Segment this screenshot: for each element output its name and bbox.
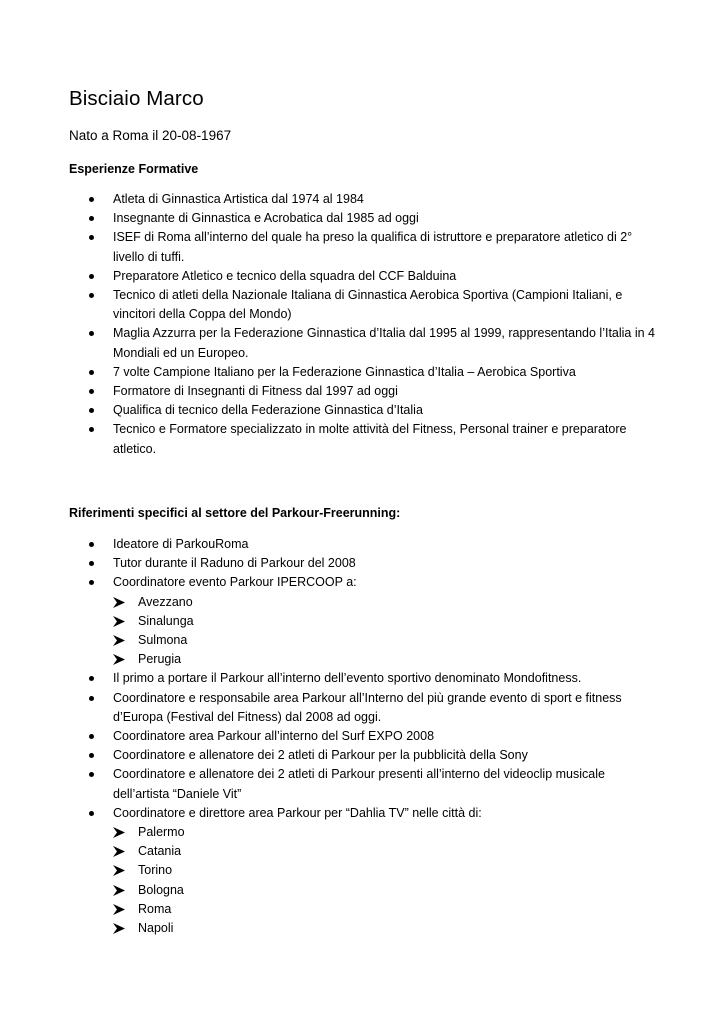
list-item: Coordinatore evento Parkour IPERCOOP a:: [69, 573, 659, 592]
sub-list-label: Catania: [138, 844, 182, 859]
sub-list-item: [69, 631, 659, 650]
list-item: Insegnante di Ginnastica e Acrobatica dal 1985 ad oggi: [69, 209, 659, 228]
list-item: Coordinatore e allenatore dei 2 atleti di Parkour per la pubblicità della Sony: [69, 746, 659, 765]
sub-list-item: [69, 612, 659, 631]
list-item: Formatore di Insegnanti di Fitness dal 1997 ad oggi: [69, 382, 659, 401]
document-title: Bisciaio Marco: [69, 87, 204, 110]
sub-list-item: [69, 881, 659, 900]
list-item: ISEF di Roma all’interno del quale ha preso la qualifica di istruttore e preparatore atletico di 2°: [69, 228, 659, 247]
sub-list-label: Bologna: [138, 882, 184, 897]
list-item: Ideatore di ParkouRoma: [69, 535, 659, 554]
sub-list-label: Sinalunga: [138, 613, 194, 628]
list-item: Qualifica di tecnico della Federazione Ginnastica d’Italia: [69, 401, 659, 420]
list-item: Tecnico di atleti della Nazionale Italiana di Ginnastica Aerobica Sportiva (Campioni Italiani, e: [69, 286, 659, 305]
list-item-continuation: d’Europa (Festival del Fitness) dal 2008 ad oggi.: [113, 709, 382, 724]
list-item: Preparatore Atletico e tecnico della squadra del CCF Balduina: [69, 267, 659, 286]
sub-list-label: Torino: [138, 863, 173, 878]
arrow-bullet-icon: [113, 593, 127, 612]
sub-list-item: [69, 919, 659, 938]
list-item-continuation: atletico.: [113, 441, 157, 456]
arrow-bullet-icon: [113, 842, 127, 861]
arrow-bullet-icon: [113, 631, 127, 650]
list-item: Tecnico e Formatore specializzato in molte attività del Fitness, Personal trainer e preparatore: [69, 420, 659, 439]
list-item: Coordinatore e responsabile area Parkour all’Interno del più grande evento di sport e fitness: [69, 689, 659, 708]
sub-list-label: Palermo: [138, 825, 185, 840]
arrow-bullet-icon: [113, 823, 127, 842]
arrow-bullet-icon: [113, 612, 127, 631]
list-item: Coordinatore e direttore area Parkour per “Dahlia TV” nelle città di:: [69, 804, 659, 823]
list-item-continuation: Mondiali ed un Europeo.: [113, 345, 249, 360]
list-item-continuation: vincitori della Coppa del Mondo): [113, 307, 292, 322]
arrow-bullet-icon: [113, 881, 127, 900]
list-item: Coordinatore e allenatore dei 2 atleti di Parkour presenti all’interno del videoclip musicale: [69, 765, 659, 784]
list-item: Atleta di Ginnastica Artistica dal 1974 al 1984: [69, 190, 659, 209]
list-item-continuation: dell’artista “Daniele Vit”: [113, 786, 242, 801]
sub-list-item: [69, 861, 659, 880]
list-item: Coordinatore area Parkour all’interno del Surf EXPO 2008: [69, 727, 659, 746]
list-item: Il primo a portare il Parkour all’interno dell’evento sportivo denominato Mondofitness.: [69, 669, 659, 688]
parkour-list: [69, 535, 659, 938]
esperienze-list: [69, 190, 659, 459]
sub-list-label: Avezzano: [138, 594, 193, 609]
list-item: 7 volte Campione Italiano per la Federazione Ginnastica d’Italia – Aerobica Sportiva: [69, 363, 659, 382]
sub-list-item: [69, 650, 659, 669]
sub-list-label: Perugia: [138, 652, 182, 667]
arrow-bullet-icon: [113, 900, 127, 919]
list-item-continuation: livello di tuffi.: [113, 249, 185, 264]
sub-list-item: [69, 842, 659, 861]
list-item: Maglia Azzurra per la Federazione Ginnastica d’Italia dal 1995 al 1999, rappresentando l’Italia in 4: [69, 324, 659, 343]
section-heading-parkour: Riferimenti specifici al settore del Parkour-Freerunning:: [69, 506, 401, 520]
arrow-bullet-icon: [113, 919, 127, 938]
arrow-bullet-icon: [113, 650, 127, 669]
sub-list-label: Roma: [138, 901, 172, 916]
list-item: Tutor durante il Raduno di Parkour del 2008: [69, 554, 659, 573]
birth-info: Nato a Roma il 20-08-1967: [69, 128, 232, 143]
sub-list-label: Sulmona: [138, 633, 188, 648]
sub-list-item: [69, 593, 659, 612]
sub-list-item: [69, 823, 659, 842]
sub-list-item: [69, 900, 659, 919]
arrow-bullet-icon: [113, 861, 127, 880]
section-heading-esperienze: Esperienze Formative: [69, 162, 199, 176]
sub-list-label: Napoli: [138, 921, 174, 936]
